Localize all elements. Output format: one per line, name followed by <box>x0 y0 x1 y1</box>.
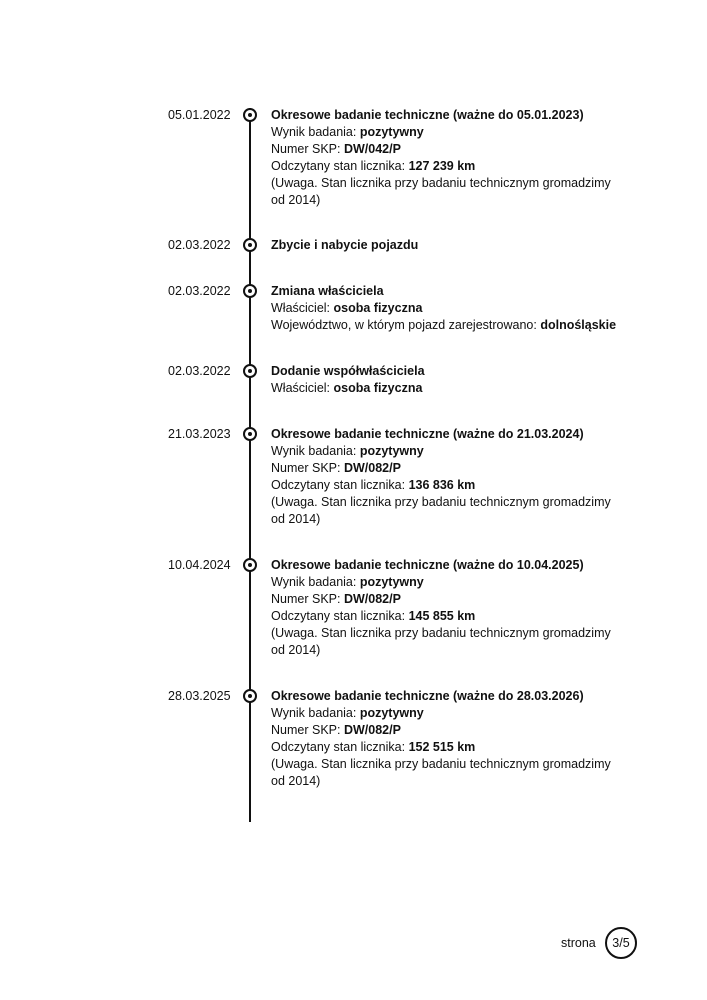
result-row <box>271 124 611 141</box>
entry-date: 02.03.2022 <box>168 364 231 378</box>
timeline-dot-icon <box>243 284 257 298</box>
skp-value: DW/042/P <box>343 142 401 156</box>
result-row <box>271 705 611 722</box>
odometer-label: Odczytany stan licznika: <box>271 740 409 754</box>
timeline-dot-icon <box>243 364 257 378</box>
entry-date: 02.03.2022 <box>168 238 231 252</box>
entry-title: Okresowe badanie techniczne (ważne do 10.04.2025) <box>271 558 584 572</box>
skp-row <box>271 591 611 608</box>
entry-title: Okresowe badanie techniczne (ważne do 21.03.2024) <box>271 427 584 441</box>
skp-row <box>271 722 611 739</box>
result-label: Wynik badania: <box>271 706 360 720</box>
odometer-row <box>271 158 611 175</box>
skp-row <box>271 141 611 158</box>
entry-date: 28.03.2025 <box>168 689 231 703</box>
skp-value: DW/082/P <box>343 592 401 606</box>
timeline-line <box>249 108 251 822</box>
odometer-label: Odczytany stan licznika: <box>271 478 409 492</box>
skp-label: Numer SKP: <box>271 723 344 737</box>
entry-title: Zbycie i nabycie pojazdu <box>271 238 419 252</box>
odometer-label: Odczytany stan licznika: <box>271 609 409 623</box>
odometer-value: 152 515 km <box>408 740 476 754</box>
skp-value: DW/082/P <box>343 723 401 737</box>
skp-label: Numer SKP: <box>271 461 344 475</box>
result-value: pozytywny <box>359 706 424 720</box>
odometer-row <box>271 477 611 494</box>
result-label: Wynik badania: <box>271 444 360 458</box>
odometer-note: (Uwaga. Stan licznika przy badaniu technicznym gromadzimy od 2014) <box>271 176 611 207</box>
result-label: Wynik badania: <box>271 125 360 139</box>
odometer-note: (Uwaga. Stan licznika przy badaniu technicznym gromadzimy od 2014) <box>271 757 611 788</box>
entry-title: Dodanie współwłaściciela <box>271 364 425 378</box>
entry-date: 05.01.2022 <box>168 108 231 122</box>
region-row <box>271 317 617 334</box>
owner-value: osoba fizyczna <box>333 301 423 315</box>
skp-label: Numer SKP: <box>271 142 344 156</box>
timeline-dot-icon <box>243 689 257 703</box>
owner-row <box>271 380 611 397</box>
entry-title: Zmiana właściciela <box>271 284 384 298</box>
odometer-value: 145 855 km <box>408 609 476 623</box>
odometer-value: 127 239 km <box>408 159 476 173</box>
result-value: pozytywny <box>359 125 424 139</box>
entry-title: Okresowe badanie techniczne (ważne do 05.01.2023) <box>271 108 584 122</box>
odometer-value: 136 836 km <box>408 478 476 492</box>
entry-content <box>271 283 617 334</box>
region-value: dolnośląskie <box>540 318 617 332</box>
skp-label: Numer SKP: <box>271 592 344 606</box>
page-label: strona <box>561 936 596 950</box>
owner-row <box>271 300 611 317</box>
entry-content <box>271 107 611 209</box>
entry-date: 10.04.2024 <box>168 558 231 572</box>
entry-content <box>271 688 611 790</box>
result-row <box>271 574 611 591</box>
timeline-dot-icon <box>243 558 257 572</box>
timeline-dot-icon <box>243 238 257 252</box>
skp-row <box>271 460 611 477</box>
owner-value: osoba fizyczna <box>333 381 423 395</box>
odometer-note: (Uwaga. Stan licznika przy badaniu technicznym gromadzimy od 2014) <box>271 495 611 526</box>
odometer-row <box>271 608 611 625</box>
entry-title: Okresowe badanie techniczne (ważne do 28.03.2026) <box>271 689 584 703</box>
entry-content <box>271 237 611 254</box>
timeline-dot-icon <box>243 108 257 122</box>
odometer-row <box>271 739 611 756</box>
page-number-badge: 3/5 <box>605 927 637 959</box>
odometer-note: (Uwaga. Stan licznika przy badaniu technicznym gromadzimy od 2014) <box>271 626 611 657</box>
region-label: Województwo, w którym pojazd zarejestrowano: <box>271 318 541 332</box>
result-row <box>271 443 611 460</box>
owner-label: Właściciel: <box>271 301 334 315</box>
timeline-dot-icon <box>243 427 257 441</box>
entry-content <box>271 426 611 528</box>
entry-date: 02.03.2022 <box>168 284 231 298</box>
skp-value: DW/082/P <box>343 461 401 475</box>
owner-label: Właściciel: <box>271 381 334 395</box>
entry-date: 21.03.2023 <box>168 427 231 441</box>
result-value: pozytywny <box>359 575 424 589</box>
result-label: Wynik badania: <box>271 575 360 589</box>
result-value: pozytywny <box>359 444 424 458</box>
odometer-label: Odczytany stan licznika: <box>271 159 409 173</box>
entry-content <box>271 363 611 397</box>
entry-content <box>271 557 611 659</box>
